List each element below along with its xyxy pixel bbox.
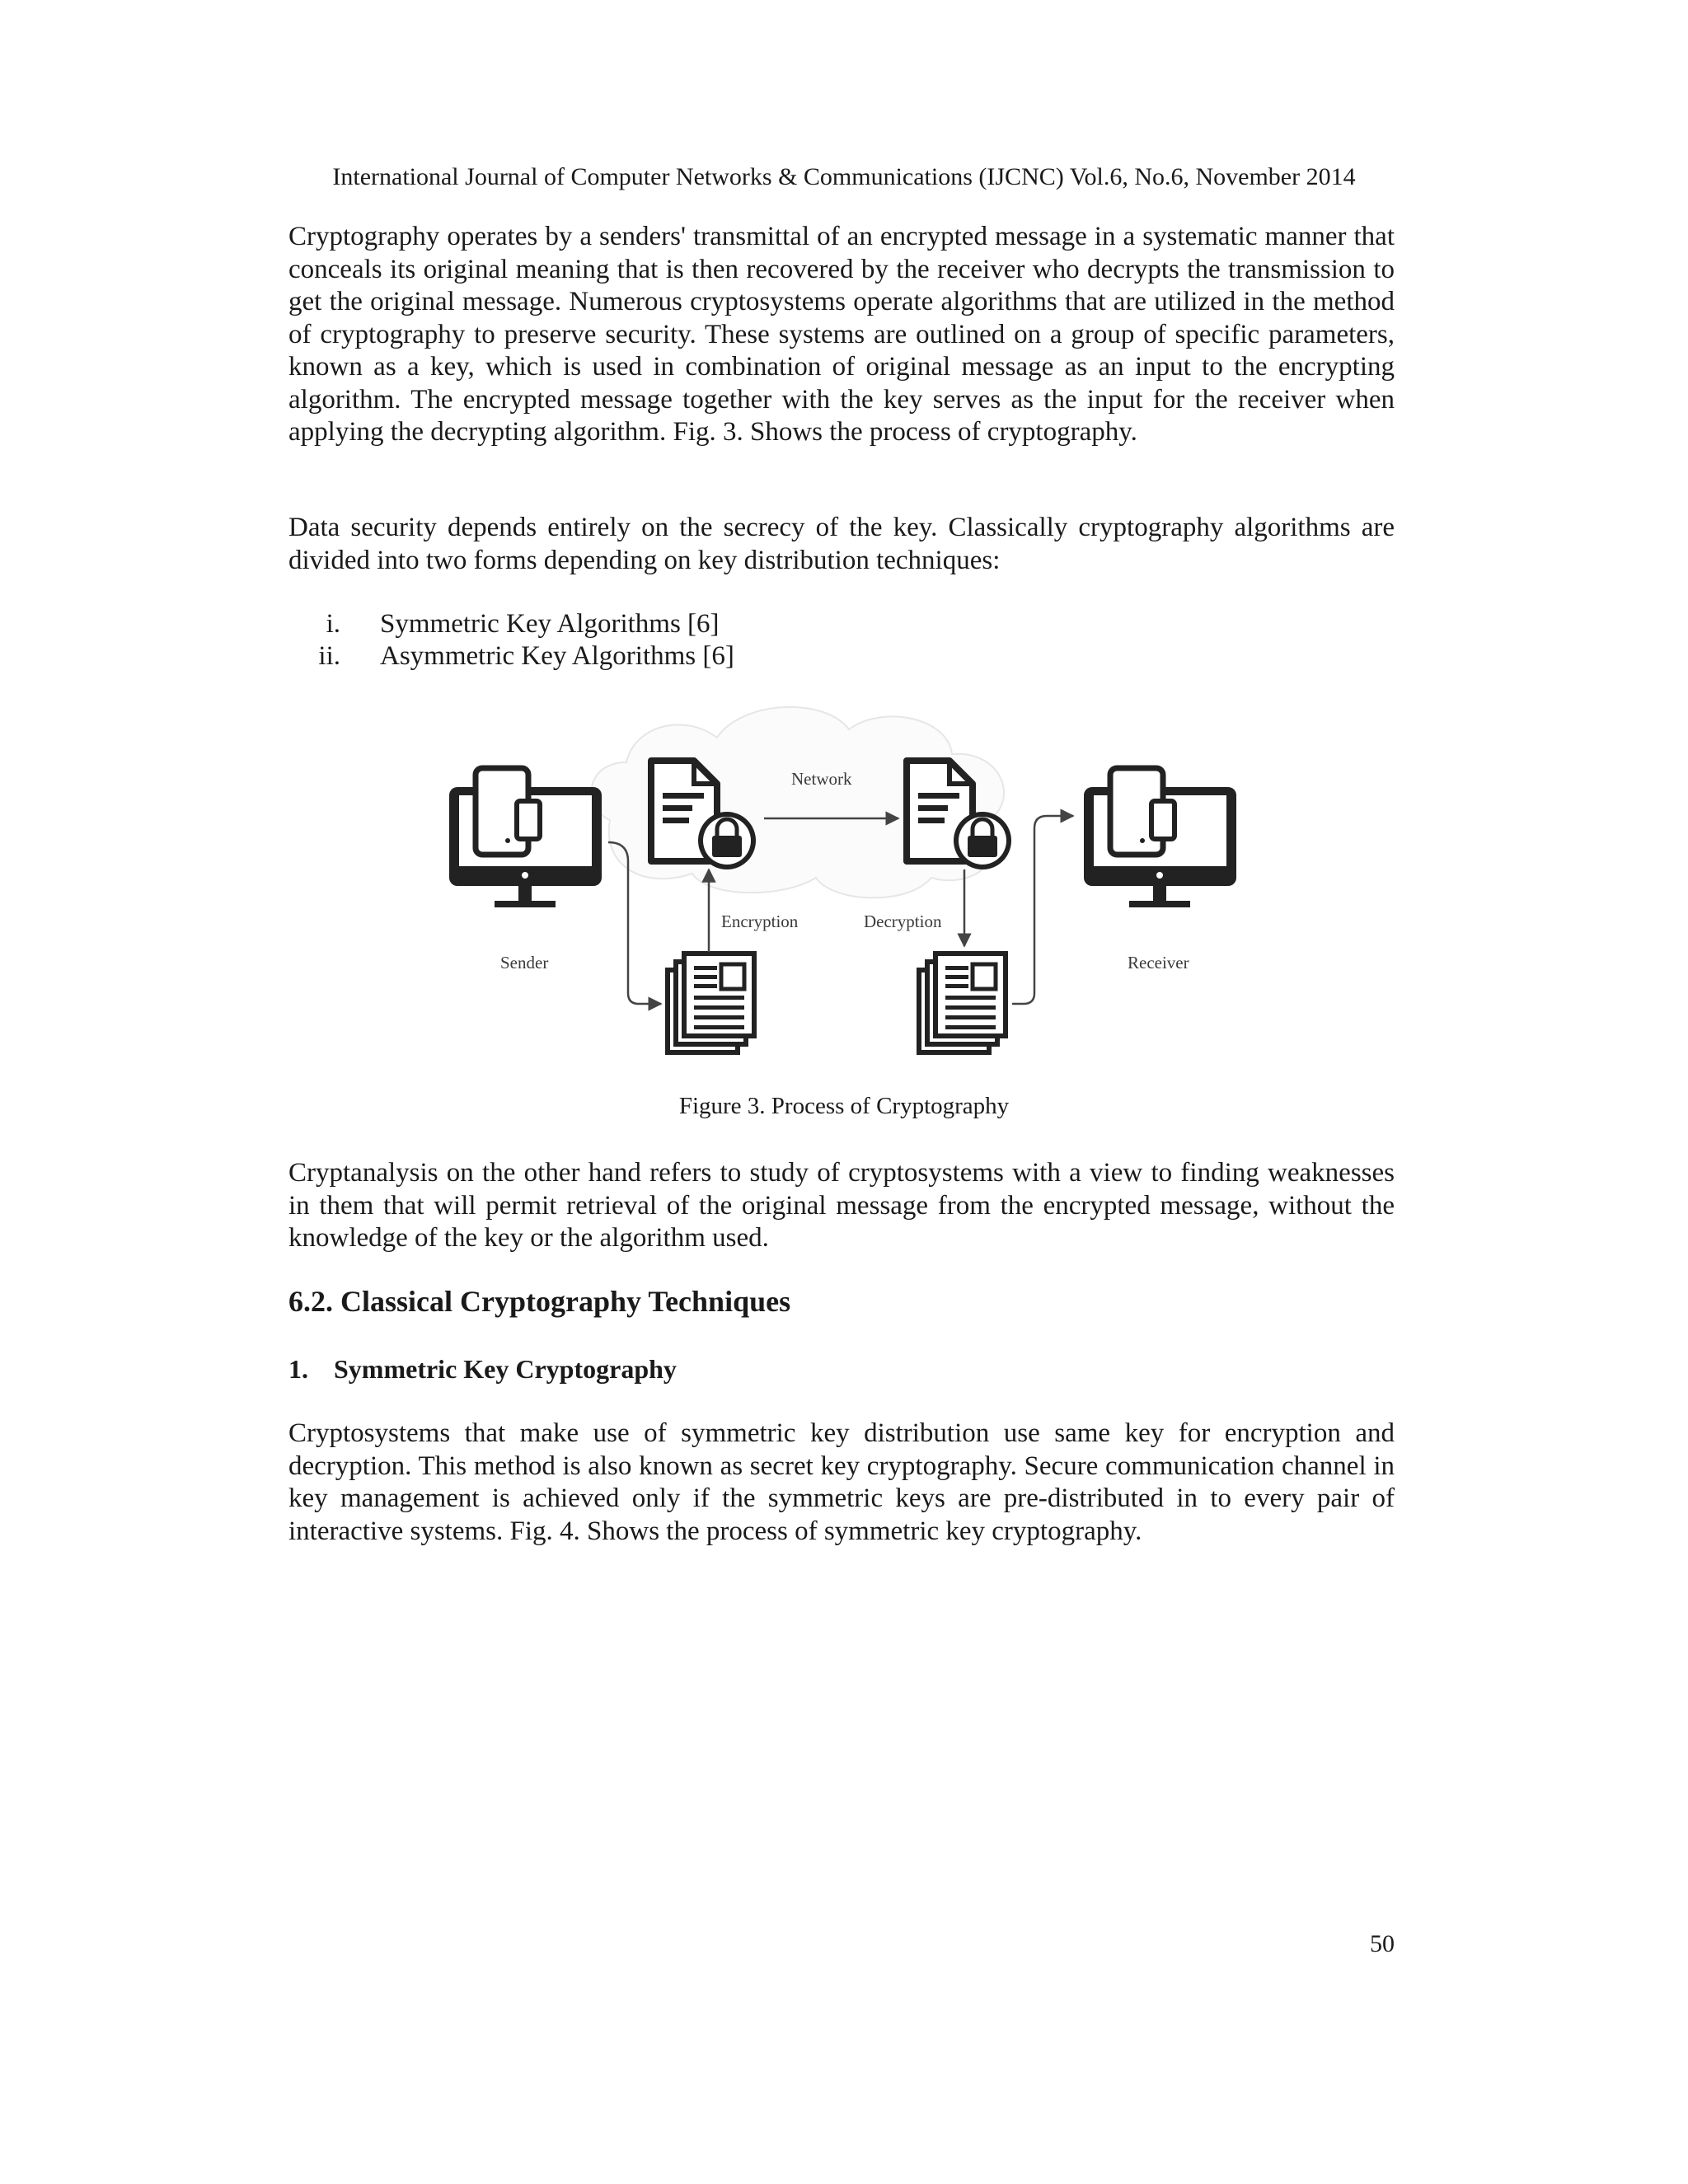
subsection-heading [288,1354,677,1385]
section-heading: 6.2. Classical Cryptography Techniques [288,1285,791,1318]
running-header: International Journal of Computer Networks & Communications (IJCNC) Vol.6, No.6, November 2014 [332,163,1356,190]
list-marker: ii. [318,641,340,671]
cryptography-process-figure [437,692,1236,1071]
list-item [288,640,734,673]
paragraph-data-security: Data security depends entirely on the secrecy of the key. Classically cryptography algorithms are divided into two forms depending on key distribution techniques: [288,513,1395,575]
figure-caption: Figure 3. Process of Cryptography [678,1093,1010,1119]
page-number: 50 [1370,1930,1395,1957]
plaintext-document-icon [668,954,754,1052]
paragraph-symmetric-key: Cryptosystems that make use of symmetric key distribution use same key for encryption and decryption. This method is also known as secret key cryptography. Secure communication channel in key management is achieved only if the symmetric keys are pre-distributed in to every pair of interactive systems. Fig. 4. Shows the process of symmetric key cryptography. [288,1418,1395,1546]
sender-label: Sender [500,953,549,972]
list-item-text: Symmetric Key Algorithms [6] [380,609,720,639]
paragraph-cryptography-intro: Cryptography operates by a senders' transmittal of an encrypted message in a systematic manner that conceals its original meaning that is then recovered by the receiver who decrypts the transmission to get the original message. Numerous cryptosystems operate algorithms that are utilized in the method of cryptography to preserve security. These systems are outlined on a group of specific parameters, known as a key, which is used in combination of original message as an input to the encrypting algorithm. The encrypted message together with the key serves as the input for the receiver when applying the decrypting algorithm. Fig. 3. Shows the process of cryptography. [288,222,1395,447]
list-marker: i. [326,609,340,639]
paragraph-cryptanalysis: Cryptanalysis on the other hand refers to study of cryptosystems with a view to finding weaknesses in them that will permit retrieval of the original message from the encrypted message, without the knowledge of the key or the algorithm used. [288,1158,1395,1253]
receiver-label: Receiver [1128,953,1189,972]
receiver-computer-icon [1084,768,1236,907]
sender-computer-icon [449,768,602,907]
encryption-label: Encryption [721,912,799,931]
subsection-number: 1. [288,1354,308,1384]
list-item [288,608,720,641]
plaintext-document-icon [919,954,1006,1052]
subsection-title: Symmetric Key Cryptography [334,1354,677,1384]
plaintext-to-receiver-arrow [1012,816,1073,1004]
list-item-text: Asymmetric Key Algorithms [6] [380,641,734,671]
network-label: Network [791,769,852,789]
decryption-label: Decryption [864,912,942,931]
